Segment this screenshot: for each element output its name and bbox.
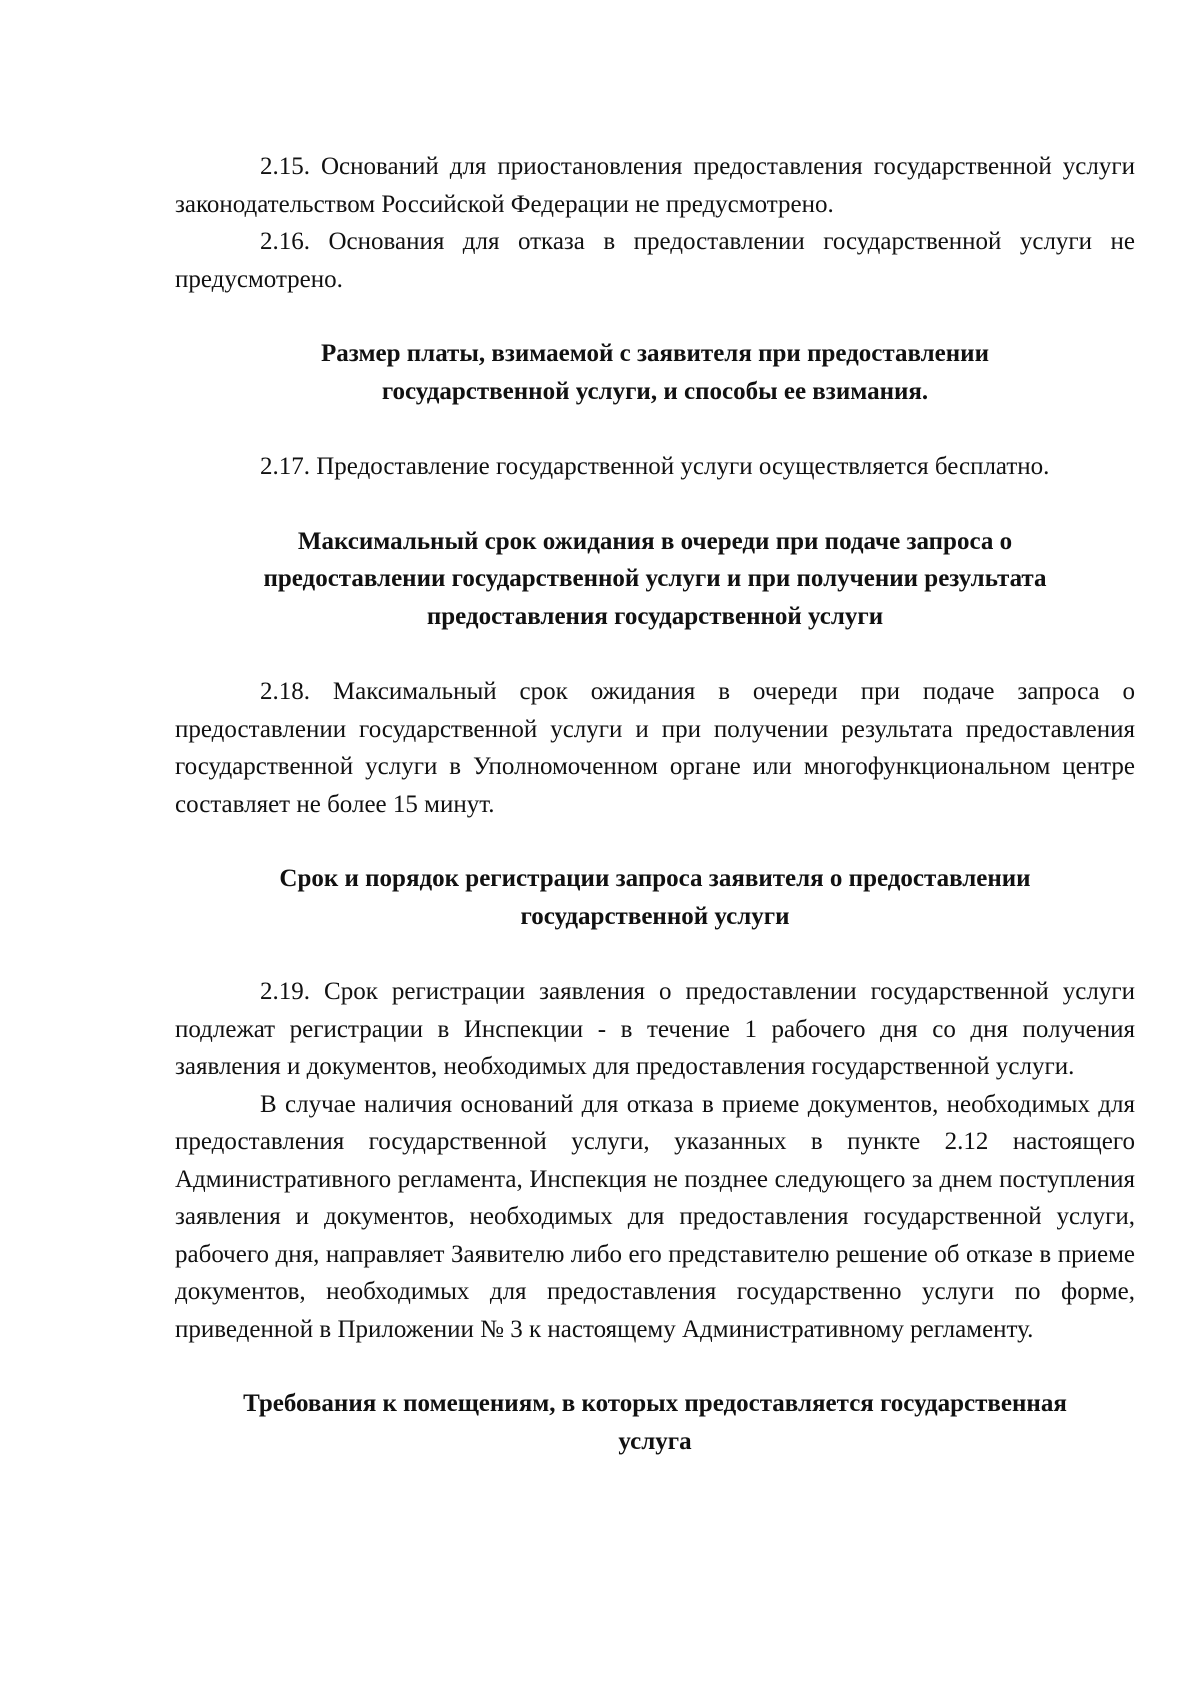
heading-registration-line-2: государственной услуги (520, 902, 790, 930)
paragraph-2-17: 2.17. Предоставление государственной услуги осуществляется бесплатно. (260, 453, 1050, 480)
heading-premises-line-2: услуга (618, 1427, 692, 1455)
paragraph-2-16: 2.16. Основания для отказа в предоставлении государственной услуги не предусмотрено. (175, 228, 1135, 293)
heading-fee-line-1: Размер платы, взимаемой с заявителя при предоставлении (321, 340, 989, 367)
heading-fee-line-2: государственной услуги, и способы ее взимания. (381, 377, 929, 405)
paragraph-2-19: 2.19. Срок регистрации заявления о предоставлении государственной услуги подлежат регистрации в Инспекции - в течение 1 рабочего дня со дня получения заявления и документов, необходимых для предоставления государственной услуги. (175, 978, 1135, 1080)
paragraph-2-18: 2.18. Максимальный срок ожидания в очереди при подаче запроса о предоставлении государственной услуги и при получении результата предоставления государственной услуги в Уполномоченном органе или многофункциональном центре составляет не более 15 минут. (175, 678, 1135, 818)
heading-wait-time (175, 523, 1135, 636)
heading-wait-line-2: предоставлении государственной услуги и при получении результата (263, 565, 1047, 592)
heading-fee (175, 335, 1135, 410)
heading-premises (175, 1385, 1135, 1460)
heading-wait-line-3: предоставления государственной услуги (426, 602, 884, 630)
heading-wait-line-1: Максимальный срок ожидания в очереди при подаче запроса о (297, 527, 1013, 555)
paragraph-refusal: В случае наличия оснований для отказа в приеме документов, необходимых для предоставления государственной услуги, указанных в пункте 2.12 настоящего Административного регламента, Инспекция не позднее следующего за днем поступления заявления и документов, необходимых для предоставления государственной услуги, рабочего дня, направляет Заявителю либо его представителю решение об отказе в приеме документов, необходимых для предоставления государственно услуги по форме, приведенной в Приложении № 3 к настоящему Административному регламенту. (175, 1090, 1135, 1343)
heading-registration (175, 860, 1135, 935)
document-page (175, 148, 1135, 1460)
paragraph-2-15: 2.15. Оснований для приостановления предоставления государственной услуги законодательством Российской Федерации не предусмотрено. (175, 153, 1135, 218)
heading-premises-line-1: Требования к помещениям, в которых предоставляется государственная (243, 1390, 1067, 1417)
heading-registration-line-1: Срок и порядок регистрации запроса заявителя о предоставлении (279, 865, 1031, 892)
